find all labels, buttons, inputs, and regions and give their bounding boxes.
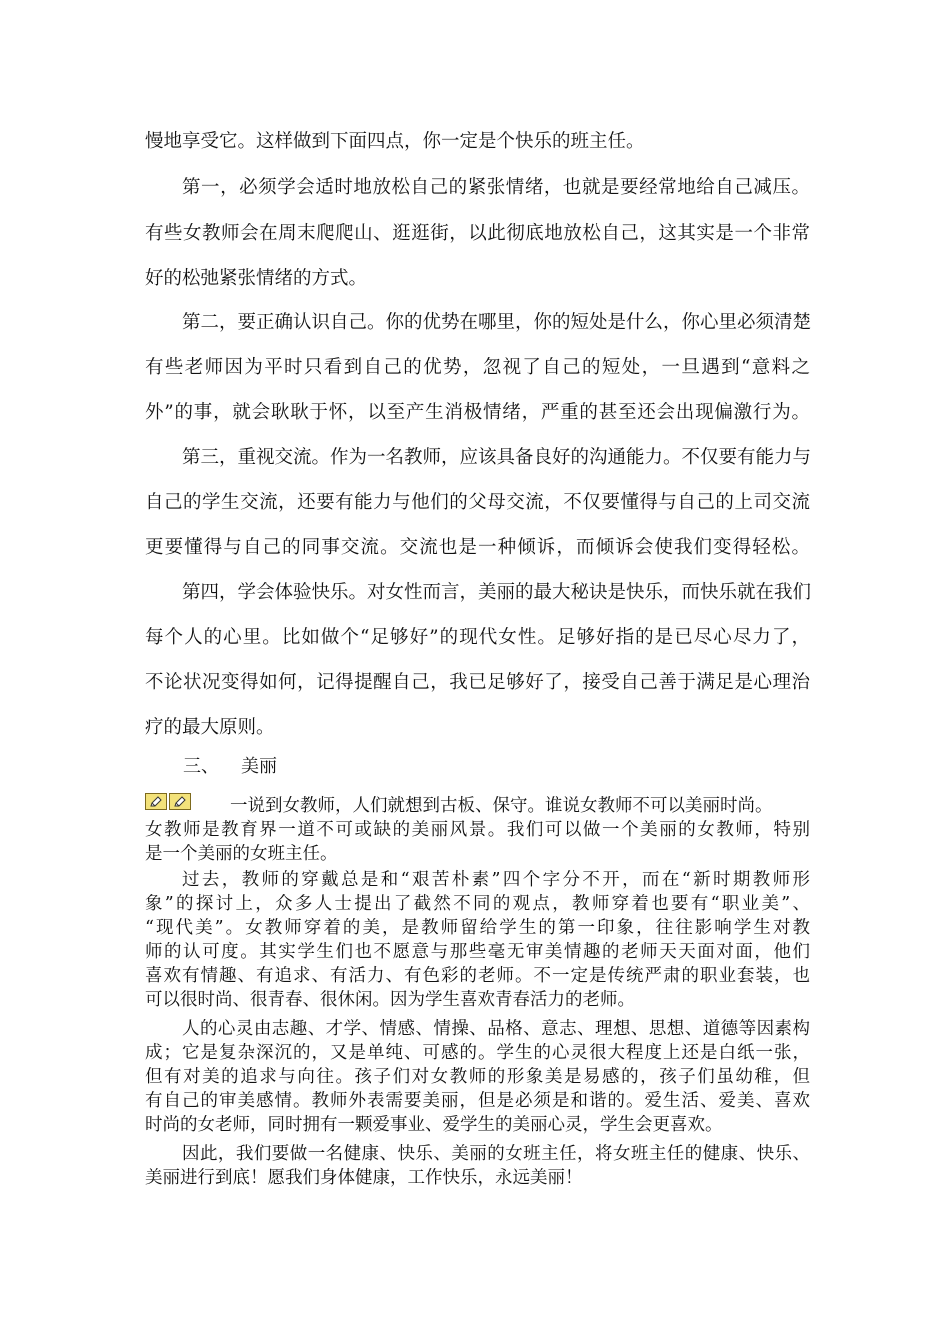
paragraph-line: 喜欢有情趣、有追求、有活力、有色彩的老师。不一定是传统严肃的职业套装，也 — [145, 966, 810, 986]
paragraph-line: 过去，教师的穿戴总是和“艰苦朴素”四个字分不开，而在“新时期教师形 — [182, 870, 810, 890]
paragraph-line: 疗的最大原则。 — [145, 717, 275, 738]
paragraph-line: 第二，要正确认识自己。你的优势在哪里，你的短处是什么，你心里必须清楚 — [182, 312, 812, 333]
paragraph-line: 自己的学生交流，还要有能力与他们的父母交流，不仅要懂得与自己的上司交流 — [145, 492, 810, 513]
paragraph-line: 因此，我们要做一名健康、快乐、美丽的女班主任，将女班主任的健康、快乐、 — [182, 1144, 810, 1164]
section-title: 美丽 — [241, 756, 277, 777]
paragraph-line: 师的认可度。其实学生们也不愿意与那些毫无审美情趣的老师天天面对面，他们 — [145, 942, 810, 962]
paragraph-line: 慢地享受它。这样做到下面四点，你一定是个快乐的班主任。 — [145, 131, 645, 152]
paragraph-line: 好的松弛紧张情绪的方式。 — [145, 268, 368, 289]
paragraph-line: 可以很时尚、很青春、很休闲。因为学生喜欢青春活力的老师。 — [145, 990, 635, 1010]
paragraph-line: 是一个美丽的女班主任。 — [145, 844, 338, 864]
embedded-toolbar — [145, 793, 191, 811]
paragraph-line: 有自己的审美感情。教师外表需要美丽，但是必须是和谐的。爱生活、爱美、喜欢 — [145, 1091, 810, 1111]
paragraph-line: 不论状况变得如何，记得提醒自己，我已足够好了，接受自己善于满足是心理治 — [145, 672, 810, 693]
edit-icon[interactable] — [169, 793, 191, 810]
paragraph-line: 但有对美的追求与向往。孩子们对女教师的形象美是易感的，孩子们虽幼稚，但 — [145, 1067, 810, 1087]
paragraph-line: 一说到女教师，人们就想到古板、保守。谁说女教师不可以美丽时尚。 — [230, 796, 773, 816]
paragraph-line: 外”的事，就会耿耿于怀，以至产生消极情绪，严重的甚至还会出现偏激行为。 — [145, 402, 810, 423]
paragraph-line: 美丽进行到底！愿我们身体健康，工作快乐，永远美丽！ — [145, 1168, 583, 1188]
paragraph-line: “现代美”。女教师穿着的美，是教师留给学生的第一印象，往往影响学生对教 — [145, 918, 810, 938]
section-heading — [183, 752, 277, 778]
paragraph-line: 成；它是复杂深沉的，又是单纯、可感的。学生的心灵很大程度上还是白纸一张， — [145, 1043, 810, 1063]
paragraph-line: 象”的探讨上，众多人士提出了截然不同的观点，教师穿着也要有“职业美”、 — [145, 894, 810, 914]
edit-icon[interactable] — [145, 793, 167, 810]
paragraph-line: 第四，学会体验快乐。对女性而言，美丽的最大秘诀是快乐，而快乐就在我们 — [182, 582, 812, 603]
paragraph-line: 有些老师因为平时只看到自己的优势，忽视了自己的短处，一旦遇到“意料之 — [145, 357, 810, 378]
paragraph-line: 有些女教师会在周末爬爬山、逛逛街，以此彻底地放松自己，这其实是一个非常 — [145, 223, 810, 244]
paragraph-line: 更要懂得与自己的同事交流。交流也是一种倾诉，而倾诉会使我们变得轻松。 — [145, 537, 810, 558]
paragraph-line: 第三，重视交流。作为一名教师，应该具备良好的沟通能力。不仅要有能力与 — [182, 447, 812, 468]
section-number: 三、 — [183, 756, 219, 777]
paragraph-line: 女教师是教育界一道不可或缺的美丽风景。我们可以做一个美丽的女教师，特别 — [145, 820, 810, 840]
paragraph-line: 人的心灵由志趣、才学、情感、情操、品格、意志、理想、思想、道德等因素构 — [182, 1019, 810, 1039]
paragraph-line: 每个人的心里。比如做个“足够好”的现代女性。足够好指的是已尽心尽力了， — [145, 627, 810, 648]
paragraph-line: 时尚的女老师，同时拥有一颗爱事业、爱学生的美丽心灵，学生会更喜欢。 — [145, 1115, 723, 1135]
paragraph-line: 第一，必须学会适时地放松自己的紧张情绪，也就是要经常地给自己减压。 — [182, 177, 810, 198]
